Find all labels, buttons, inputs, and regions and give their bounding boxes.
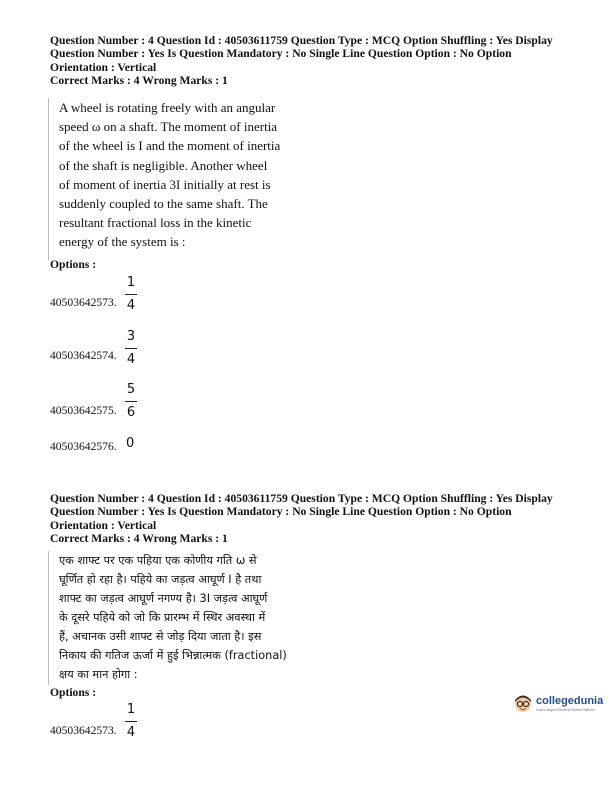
q1-option-1-fraction[interactable]: [125, 276, 137, 312]
fraction-denominator: 4: [126, 352, 136, 367]
logo-wordmark: collegedunia: [536, 694, 604, 707]
q1-text-line: speed ω on a shaft. The moment of inertia: [59, 119, 278, 135]
q1-text-line: of the wheel is I and the moment of inertia: [59, 138, 281, 154]
fraction-denominator: 4: [126, 298, 136, 313]
q2-header-line: Correct Marks : 4 Wrong Marks : 1: [50, 532, 228, 546]
q1-text-line: A wheel is rotating freely with an angular: [59, 100, 276, 115]
q1-question-text: [48, 98, 309, 260]
q1-option-2-fraction[interactable]: [125, 330, 137, 366]
q1-text-line: of the shaft is negligible. Another wheel: [59, 157, 268, 173]
mascot-icon: [512, 692, 534, 714]
fraction-denominator: 4: [126, 725, 136, 740]
fraction-numerator: 1: [126, 275, 136, 290]
q2-text-line: घूर्णित हो रहा है। पहिये का जड़त्व आघूर्ण I है तथा: [59, 573, 262, 586]
q1-header: [50, 34, 570, 88]
fraction-numerator: 3: [126, 329, 136, 344]
q2-option-1-id: 40503642573.: [50, 724, 117, 737]
q1-header-line: Correct Marks : 4 Wrong Marks : 1: [50, 74, 228, 88]
q1-text-line: resultant fractional loss in the kinetic: [59, 215, 252, 231]
q2-text-line: के दूसरे पहिये को जो कि प्रारम्भ में स्थिर अवस्था में: [59, 611, 266, 624]
q2-text-line: शाफ्ट का जड़त्व आघूर्ण नगण्य है। 3I जड़त्व आघूर्ण: [59, 592, 268, 605]
q1-header-line: Orientation : Vertical: [50, 60, 157, 74]
q1-option-3-fraction[interactable]: [125, 383, 137, 419]
q2-header-line: Orientation : Vertical: [50, 518, 157, 532]
q2-header: [50, 492, 570, 546]
collegedunia-logo: [512, 692, 603, 714]
q1-header-line: Question Number : 4 Question Id : 40503611759 Question Type : MCQ Option Shuffling : Yes Display: [50, 34, 553, 47]
q2-text-line: एक शाफ्ट पर एक पहिया एक कोणीय गति ω से: [59, 554, 257, 567]
q2-options-label: Options :: [50, 686, 97, 699]
q1-option-4-id: 40503642576.: [50, 440, 117, 453]
q1-text-line: of moment of inertia 3I initially at rest is: [59, 176, 271, 192]
q1-text-line: energy of the system is :: [59, 234, 186, 250]
q1-option-3-id: 40503642575.: [50, 404, 117, 417]
fraction-bar: [125, 294, 137, 295]
q1-option-4-value[interactable]: 0: [126, 436, 135, 451]
q1-option-2-id: 40503642574.: [50, 349, 117, 362]
fraction-numerator: 1: [126, 702, 136, 717]
q2-text-line: निकाय की गतिज ऊर्जा में हुई भिन्नात्मक (fractional): [59, 649, 287, 662]
fraction-bar: [125, 348, 137, 349]
q1-text-line: suddenly coupled to the same shaft. The: [59, 196, 268, 212]
q2-text-line: हैं, अचानक उसी शाफ्ट से जोड़ दिया जाता है। इस: [59, 630, 262, 643]
fraction-denominator: 6: [126, 405, 136, 420]
q2-question-text: [48, 551, 299, 685]
q1-header-line: Question Number : Yes Is Question Mandatory : No Single Line Question Option : No Option: [50, 47, 512, 61]
fraction-bar: [125, 721, 137, 722]
q2-header-line: Question Number : 4 Question Id : 40503611759 Question Type : MCQ Option Shuffling : Yes Display: [50, 492, 553, 505]
q1-option-1-id: 40503642573.: [50, 296, 117, 309]
fraction-numerator: 5: [126, 382, 136, 397]
q1-options-label: Options :: [50, 258, 97, 271]
logo-tagline: India's largest Student Review Platform: [536, 707, 596, 712]
fraction-bar: [125, 401, 137, 402]
q2-option-1-fraction[interactable]: [125, 703, 137, 739]
q2-header-line: Question Number : Yes Is Question Mandatory : No Single Line Question Option : No Option: [50, 505, 512, 519]
q2-text-line: क्षय का मान होगा :: [59, 668, 138, 681]
